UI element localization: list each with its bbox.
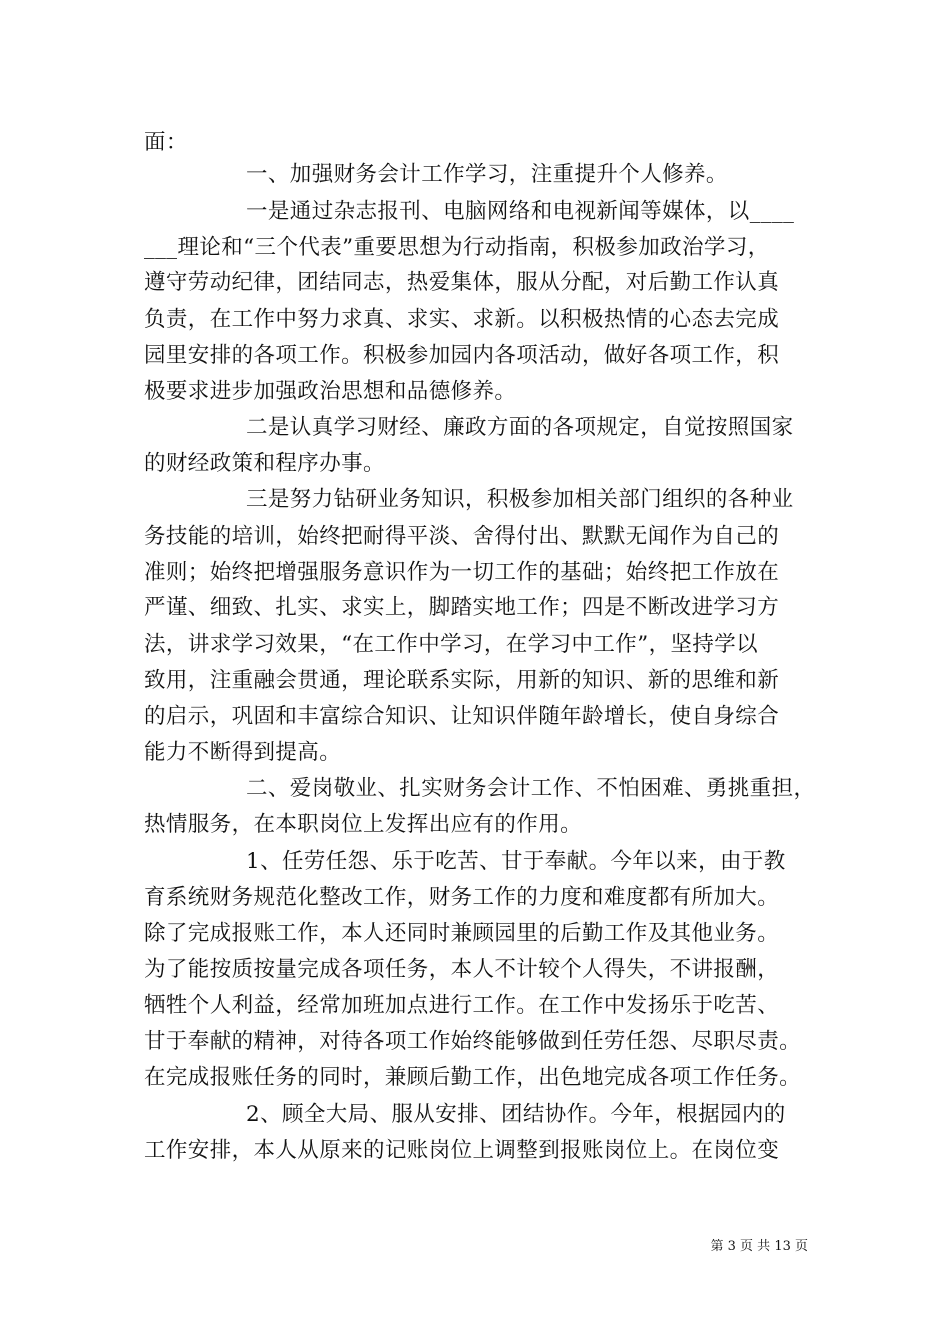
text-line: 遵守劳动纪律，团结同志，热爱集体，服从分配，对后勤工作认真 [144,270,780,295]
text-line: 负责，在工作中努力求真、求实、求新。以积极热情的心态去完成 [144,307,780,332]
paragraph-start-line: 2、顾全大局、服从安排、团结协作。今年，根据园内的 [246,1102,786,1127]
text-line: 极要求进步加强政治思想和品德修养。 [144,379,517,404]
text-line: 准则；始终把增强服务意识作为一切工作的基础；始终把工作放在 [144,560,780,585]
text-line: ___理论和“三个代表”重要思想为行动指南，积极参加政治学习， [144,235,770,260]
page-number-footer: 第 3 页 共 13 页 [710,1239,808,1254]
paragraph-start-line: 1、任劳任怨、乐于吃苦、甘于奉献。今年以来，由于教 [246,849,786,874]
text-line: 在完成报账任务的同时，兼顾后勤工作，出色地完成各项工作任务。 [144,1065,802,1090]
text-line: 为了能按质按量完成各项任务，本人不计较个人得失，不讲报酬， [144,957,780,982]
paragraph-start-line: 一是通过杂志报刊、电脑网络和电视新闻等媒体，以____ [246,199,795,224]
text-line: 法，讲求学习效果，“在工作中学习，在学习中工作”，坚持学以 [144,632,759,657]
text-line: 致用，注重融会贯通，理论联系实际，用新的知识、新的思维和新 [144,668,780,693]
text-line: 除了完成报账工作，本人还同时兼顾园里的后勤工作及其他业务。 [144,921,780,946]
text-line: 面： [144,130,188,155]
text-line: 园里安排的各项工作。积极参加园内各项活动，做好各项工作，积 [144,343,780,368]
text-line: 育系统财务规范化整改工作，财务工作的力度和难度都有所加大。 [144,885,780,910]
text-line: 务技能的培训，始终把耐得平淡、舍得付出、默默无闻作为自己的 [144,524,780,549]
text-line: 牺牲个人利益，经常加班加点进行工作。在工作中发扬乐于吃苦、 [144,993,780,1018]
text-line: 的启示，巩固和丰富综合知识、让知识伴随年龄增长，使自身综合 [144,704,780,729]
section-heading: 二、爱岗敬业、扎实财务会计工作、不怕困难、勇挑重担， [246,776,816,801]
text-line: 工作安排，本人从原来的记账岗位上调整到报账岗位上。在岗位变 [144,1138,780,1163]
text-line: 甘于奉献的精神，对待各项工作始终能够做到任劳任怨、尽职尽责。 [144,1029,802,1054]
text-line: 的财经政策和程序办事。 [144,451,385,476]
paragraph-start-line: 二是认真学习财经、廉政方面的各项规定，自觉按照国家 [246,415,794,440]
text-line: 热情服务，在本职岗位上发挥出应有的作用。 [144,812,583,837]
text-line: 能力不断得到提高。 [144,740,342,765]
section-heading: 一、加强财务会计工作学习，注重提升个人修养。 [246,162,728,187]
text-line: 严谨、细致、扎实、求实上，脚踏实地工作；四是不断改进学习方 [144,595,780,620]
paragraph-start-line: 三是努力钻研业务知识，积极参加相关部门组织的各种业 [246,487,794,512]
